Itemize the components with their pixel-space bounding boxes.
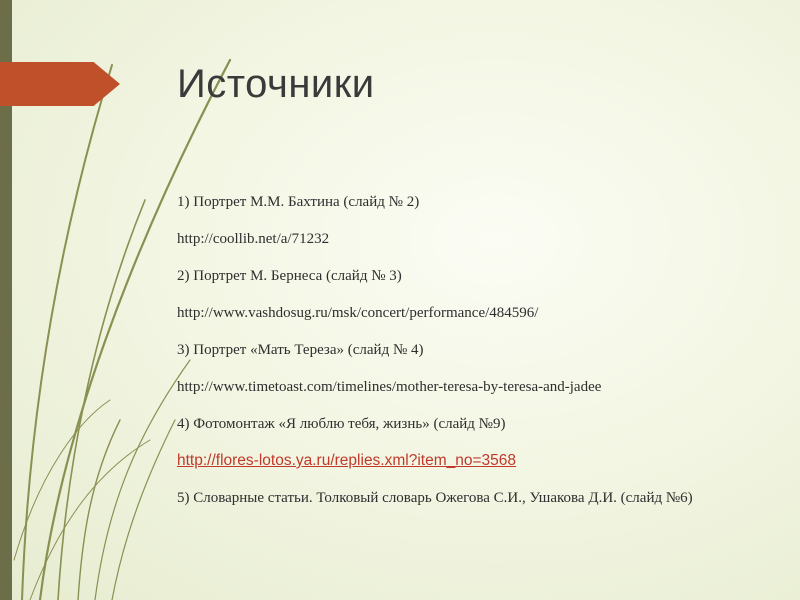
source-url-2: http://www.vashdosug.ru/msk/concert/performance/484596/: [177, 305, 539, 321]
title-accent-arrow: [0, 62, 120, 106]
source-item-2: 2) Портрет М. Бернеса (слайд № 3): [177, 268, 402, 284]
source-item-5: 5) Словарные статьи. Толковый словарь Ожегова С.И., Ушакова Д.И. (слайд №6): [177, 490, 693, 506]
source-item-3: 3) Портрет «Мать Тереза» (слайд № 4): [177, 342, 424, 358]
hyperlink-flores-lotos[interactable]: http://flores-lotos.ya.ru/replies.xml?item_no=3568: [177, 452, 517, 469]
source-item-1: 1) Портрет М.М. Бахтина (слайд № 2): [177, 194, 420, 210]
sources-list: [177, 192, 757, 508]
source-url-1: http://coollib.net/a/71232: [177, 231, 330, 247]
source-item-4: 4) Фотомонтаж «Я люблю тебя, жизнь» (слайд №9): [177, 416, 506, 432]
slide-title: Источники: [177, 62, 375, 106]
source-url-3: http://www.timetoast.com/timelines/mother-teresa-by-teresa-and-jadee: [177, 379, 602, 395]
source-url-4-link[interactable]: [177, 451, 757, 471]
